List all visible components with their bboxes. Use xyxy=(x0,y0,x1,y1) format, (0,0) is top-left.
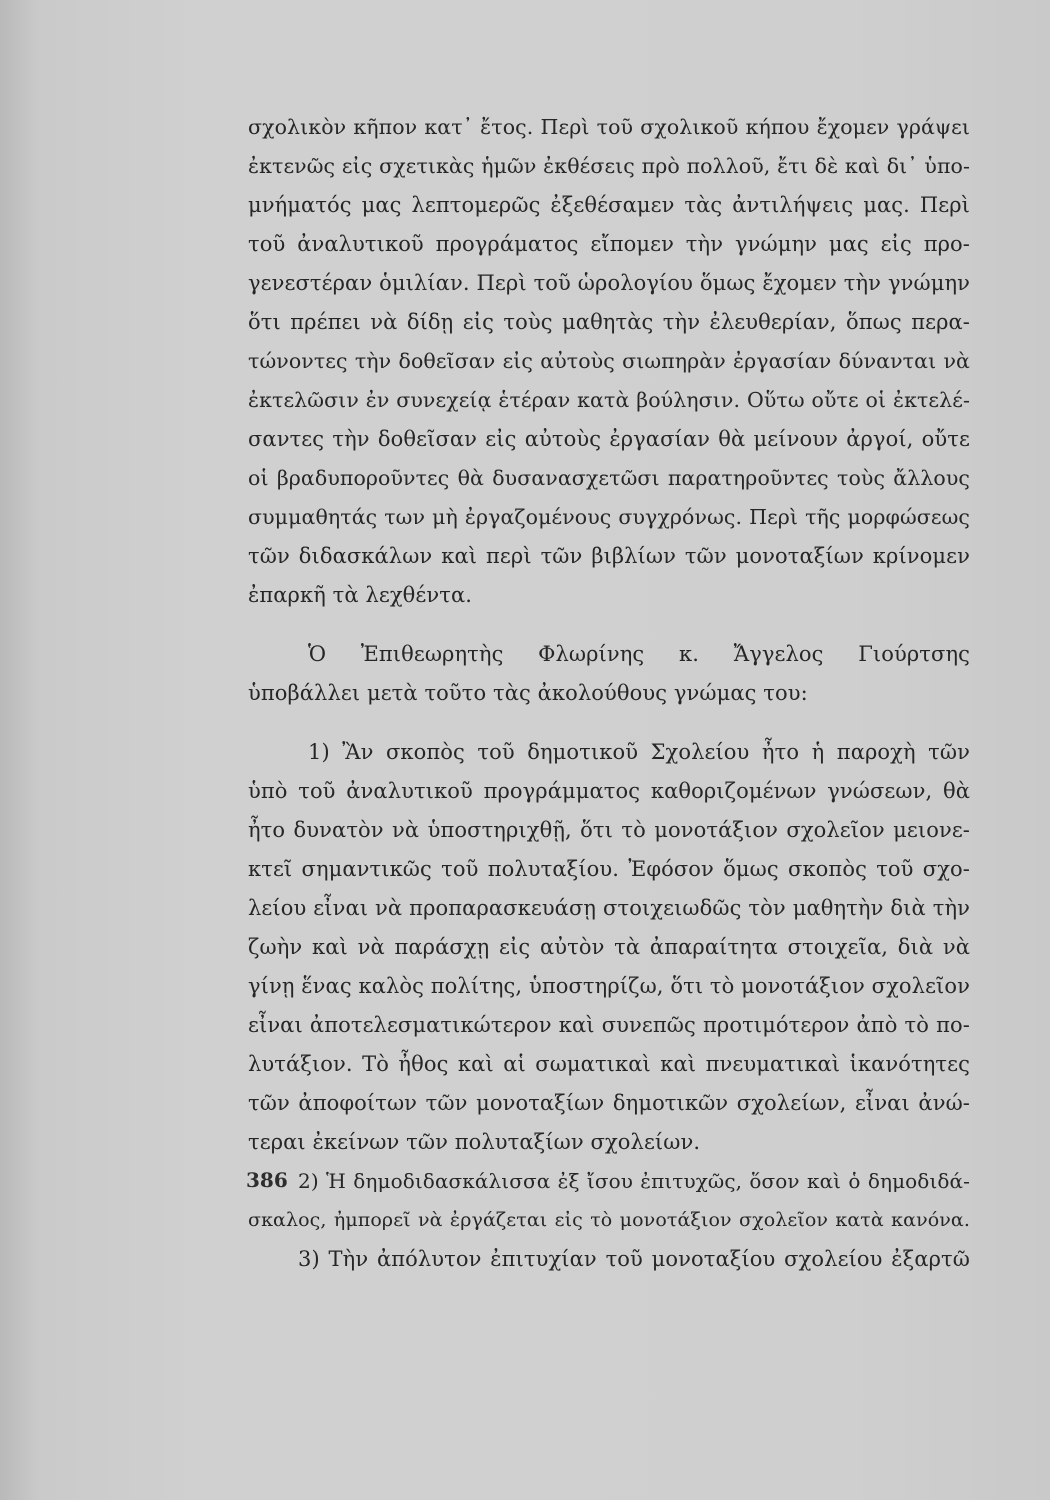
text-line: τῶν ἀποφοίτων τῶν μονοταξίων δημοτικῶν σχολείων, εἶναι ἀνώ- xyxy=(248,1091,970,1115)
paragraph-point-1 xyxy=(248,733,970,1162)
text-line: σκαλος, ἠμπορεῖ νὰ ἐργάζεται εἰς τὸ μονοτάξιον σχολεῖον κατὰ κανόνα. xyxy=(248,1209,970,1231)
text-line: τῶν διδασκάλων καὶ περὶ τῶν βιβλίων τῶν μονοταξίων κρίνομεν xyxy=(248,544,970,568)
text-line: ὑποβάλλει μετὰ τοῦτο τὰς ἀκολούθους γνώμας του: xyxy=(248,681,808,705)
text-line: μνήματός μας λεπτομερῶς ἐξεθέσαμεν τὰς ἀντιλήψεις μας. Περὶ xyxy=(248,193,970,217)
page-number: 386 xyxy=(246,1168,288,1192)
text-line: τοῦ ἀναλυτικοῦ προγράματος εἴπομεν τὴν γνώμην μας εἰς προ- xyxy=(248,232,970,256)
text-line: συμμαθητάς των μὴ ἐργαζομένους συγχρόνως. Περὶ τῆς μορφώσεως xyxy=(248,505,970,529)
text-line: 2) Ἡ δημοδιδασκάλισσα ἐξ ἴσου ἐπιτυχῶς, ὅσον καὶ ὁ δημοδιδά- xyxy=(298,1169,970,1193)
text-line: ὅτι πρέπει νὰ δίδῃ εἰς τοὺς μαθητὰς τὴν ἐλευθερίαν, ὅπως περα- xyxy=(248,310,970,334)
text-line: ἐκτελῶσιν ἐν συνεχείᾳ ἑτέραν κατὰ βούλησιν. Οὕτω οὔτε οἱ ἐκτελέ- xyxy=(248,388,970,412)
paragraph-inspector-intro xyxy=(248,635,970,713)
text-line: 1) Ἂν σκοπὸς τοῦ δημοτικοῦ Σχολείου ἦτο ἡ παροχὴ τῶν xyxy=(308,740,970,764)
text-line: γενεστέραν ὁμιλίαν. Περὶ τοῦ ὡρολογίου ὅμως ἔχομεν τὴν γνώμην xyxy=(248,271,970,295)
text-line: ἦτο δυνατὸν νὰ ὑποστηριχθῇ, ὅτι τὸ μονοτάξιον σχολεῖον μειονε- xyxy=(248,818,970,842)
text-line: σχολικὸν κῆπον κατ᾽ ἔτος. Περὶ τοῦ σχολικοῦ κήπου ἔχομεν γράψει xyxy=(248,115,970,139)
text-line: εἶναι ἀποτελεσματικώτερον καὶ συνεπῶς προτιμότερον ἀπὸ τὸ πο- xyxy=(248,1013,970,1037)
paragraph-school-garden xyxy=(248,108,970,615)
text-line: λυτάξιον. Τὸ ἦθος καὶ αἱ σωματικαὶ καὶ πνευματικαὶ ἱκανότητες xyxy=(248,1052,970,1076)
paragraph-point-2 xyxy=(248,1162,970,1240)
text-line: ὑπὸ τοῦ ἀναλυτικοῦ προγράμματος καθοριζομένων γνώσεων, θὰ xyxy=(248,779,970,803)
text-line: ἐκτενῶς εἰς σχετικὰς ἡμῶν ἐκθέσεις πρὸ πολλοῦ, ἔτι δὲ καὶ δι᾽ ὑπο- xyxy=(248,154,970,178)
text-line: κτεῖ σημαντικῶς τοῦ πολυταξίου. Ἐφόσον ὅμως σκοπὸς τοῦ σχο- xyxy=(248,857,970,881)
body-text xyxy=(248,108,970,1279)
text-line: Ὁ Ἐπιθεωρητὴς Φλωρίνης κ. Ἄγγελος Γιούρτσης xyxy=(308,642,970,666)
text-line: γίνῃ ἕνας καλὸς πολίτης, ὑποστηρίζω, ὅτι τὸ μονοτάξιον σχολεῖον xyxy=(248,974,970,998)
text-line: σαντες τὴν δοθεῖσαν εἰς αὐτοὺς ἐργασίαν θὰ μείνουν ἀργοί, οὔτε xyxy=(248,427,970,451)
text-line: τεραι ἐκείνων τῶν πολυταξίων σχολείων. xyxy=(248,1130,701,1154)
text-line: οἱ βραδυποροῦντες θὰ δυσανασχετῶσι παρατηροῦντες τοὺς ἄλλους xyxy=(248,466,970,490)
paragraph-point-3 xyxy=(248,1240,970,1279)
text-line: 3) Τὴν ἀπόλυτον ἐπιτυχίαν τοῦ μονοταξίου σχολείου ἐξαρτῶ xyxy=(298,1247,970,1271)
text-line: λείου εἶναι νὰ προπαρασκευάσῃ στοιχειωδῶς τὸν μαθητὴν διὰ τὴν xyxy=(248,896,970,920)
text-line: τώνοντες τὴν δοθεῖσαν εἰς αὐτοὺς σιωπηρὰν ἐργασίαν δύνανται νὰ xyxy=(248,349,970,373)
text-line: ἐπαρκῆ τὰ λεχθέντα. xyxy=(248,583,473,607)
text-line: ζωὴν καὶ νὰ παράσχῃ εἰς αὐτὸν τὰ ἀπαραίτητα στοιχεῖα, διὰ νὰ xyxy=(248,935,970,959)
